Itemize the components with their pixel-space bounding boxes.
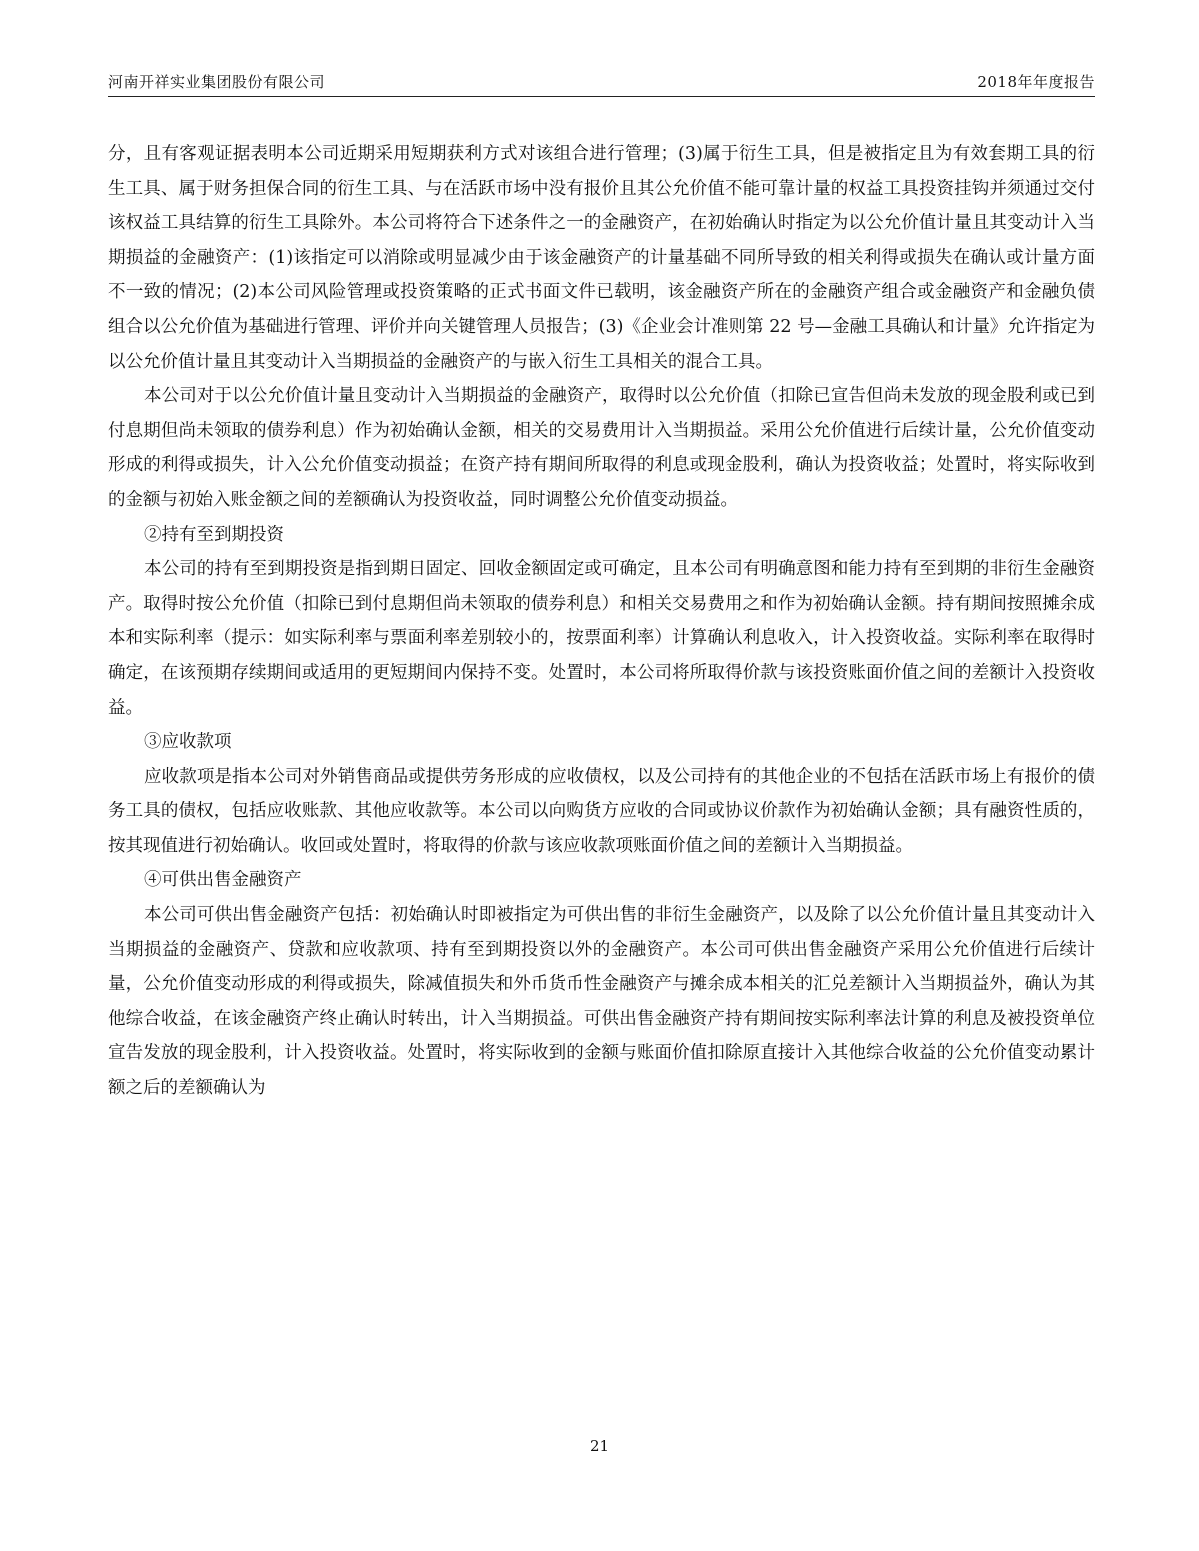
- page-header: [108, 66, 1095, 97]
- paragraph-fair-value-assets: 本公司对于以公允价值计量且变动计入当期损益的金融资产，取得时以公允价值（扣除已宣告但尚未发放的现金股利或已到付息期但尚未领取的债券利息）作为初始确认金额，相关的交易费用计入当期损益。采用公允价值进行后续计量，公允价值变动形成的利得或损失，计入公允价值变动损益；在资产持有期间所取得的利息或现金股利，确认为投资收益；处置时，将实际收到的金额与初始入账金额之间的差额确认为投资收益，同时调整公允价值变动损益。: [108, 386, 1095, 510]
- paragraph-available-for-sale: 本公司可供出售金融资产包括：初始确认时即被指定为可供出售的非衍生金融资产，以及除了以公允价值计量且其变动计入当期损益的金融资产、贷款和应收款项、持有至到期投资以外的金融资产。本公司可供出售金融资产采用公允价值进行后续计量，公允价值变动形成的利得或损失，除减值损失和外币货币性金融资产与摊余成本相关的汇兑差额计入当期损益外，确认为其他综合收益，在该金融资产终止确认时转出，计入当期损益。可供出售金融资产持有期间按实际利率法计算的利息及被投资单位宣告发放的现金股利，计入投资收益。处置时，将实际收到的金额与账面价值扣除原直接计入其他综合收益的公允价值变动累计额之后的差额确认为: [108, 905, 1095, 1099]
- paragraph-receivables: 应收款项是指本公司对外销售商品或提供劳务形成的应收债权，以及公司持有的其他企业的不包括在活跃市场上有报价的债务工具的债权，包括应收账款、其他应收款等。本公司以向购货方应收的合同或协议价款作为初始确认金额；具有融资性质的，按其现值进行初始确认。收回或处置时，将取得的价款与该应收款项账面价值之间的差额计入当期损益。: [108, 766, 1095, 856]
- section-heading-receivables: ③应收款项: [144, 732, 232, 753]
- paragraph-continuation: 分，且有客观证据表明本公司近期采用短期获利方式对该组合进行管理；(3)属于衍生工具，但是被指定且为有效套期工具的衍生工具、属于财务担保合同的衍生工具、与在活跃市场中没有报价且其公允价值不能可靠计量的权益工具投资挂钩并须通过交付该权益工具结算的衍生工具除外。本公司将符合下述条件之一的金融资产，在初始确认时指定为以公允价值计量且其变动计入当期损益的金融资产：(1)该指定可以消除或明显减少由于该金融资产的计量基础不同所导致的相关利得或损失在确认或计量方面不一致的情况；(2)本公司风险管理或投资策略的正式书面文件已载明，该金融资产所在的金融资产组合或金融资产和金融负债组合以公允价值为基础进行管理、评价并向关键管理人员报告；(3)《企业会计准则第 22 号—金融工具确认和计量》允许指定为以公允价值计量且其变动计入当期损益的金融资产的与嵌入衍生工具相关的混合工具。: [108, 144, 1095, 372]
- paragraph-held-to-maturity: 本公司的持有至到期投资是指到期日固定、回收金额固定或可确定，且本公司有明确意图和能力持有至到期的非衍生金融资产。取得时按公允价值（扣除已到付息期但尚未领取的债券利息）和相关交易费用之和作为初始确认金额。持有期间按照摊余成本和实际利率（提示：如实际利率与票面利率差别较小的，按票面利率）计算确认利息收入，计入投资收益。实际利率在取得时确定，在该预期存续期间或适用的更短期间内保持不变。处置时，本公司将所取得价款与该投资账面价值之间的差额计入投资收益。: [108, 559, 1095, 718]
- section-heading-available-for-sale: ④可供出售金融资产: [144, 870, 302, 891]
- company-name: 河南开祥实业集团股份有限公司: [108, 73, 326, 91]
- page-number: 21: [589, 1437, 610, 1455]
- section-heading-held-to-maturity: ②持有至到期投资: [144, 524, 284, 545]
- document-body: [108, 137, 1095, 1106]
- report-title: 2018年年度报告: [977, 73, 1095, 91]
